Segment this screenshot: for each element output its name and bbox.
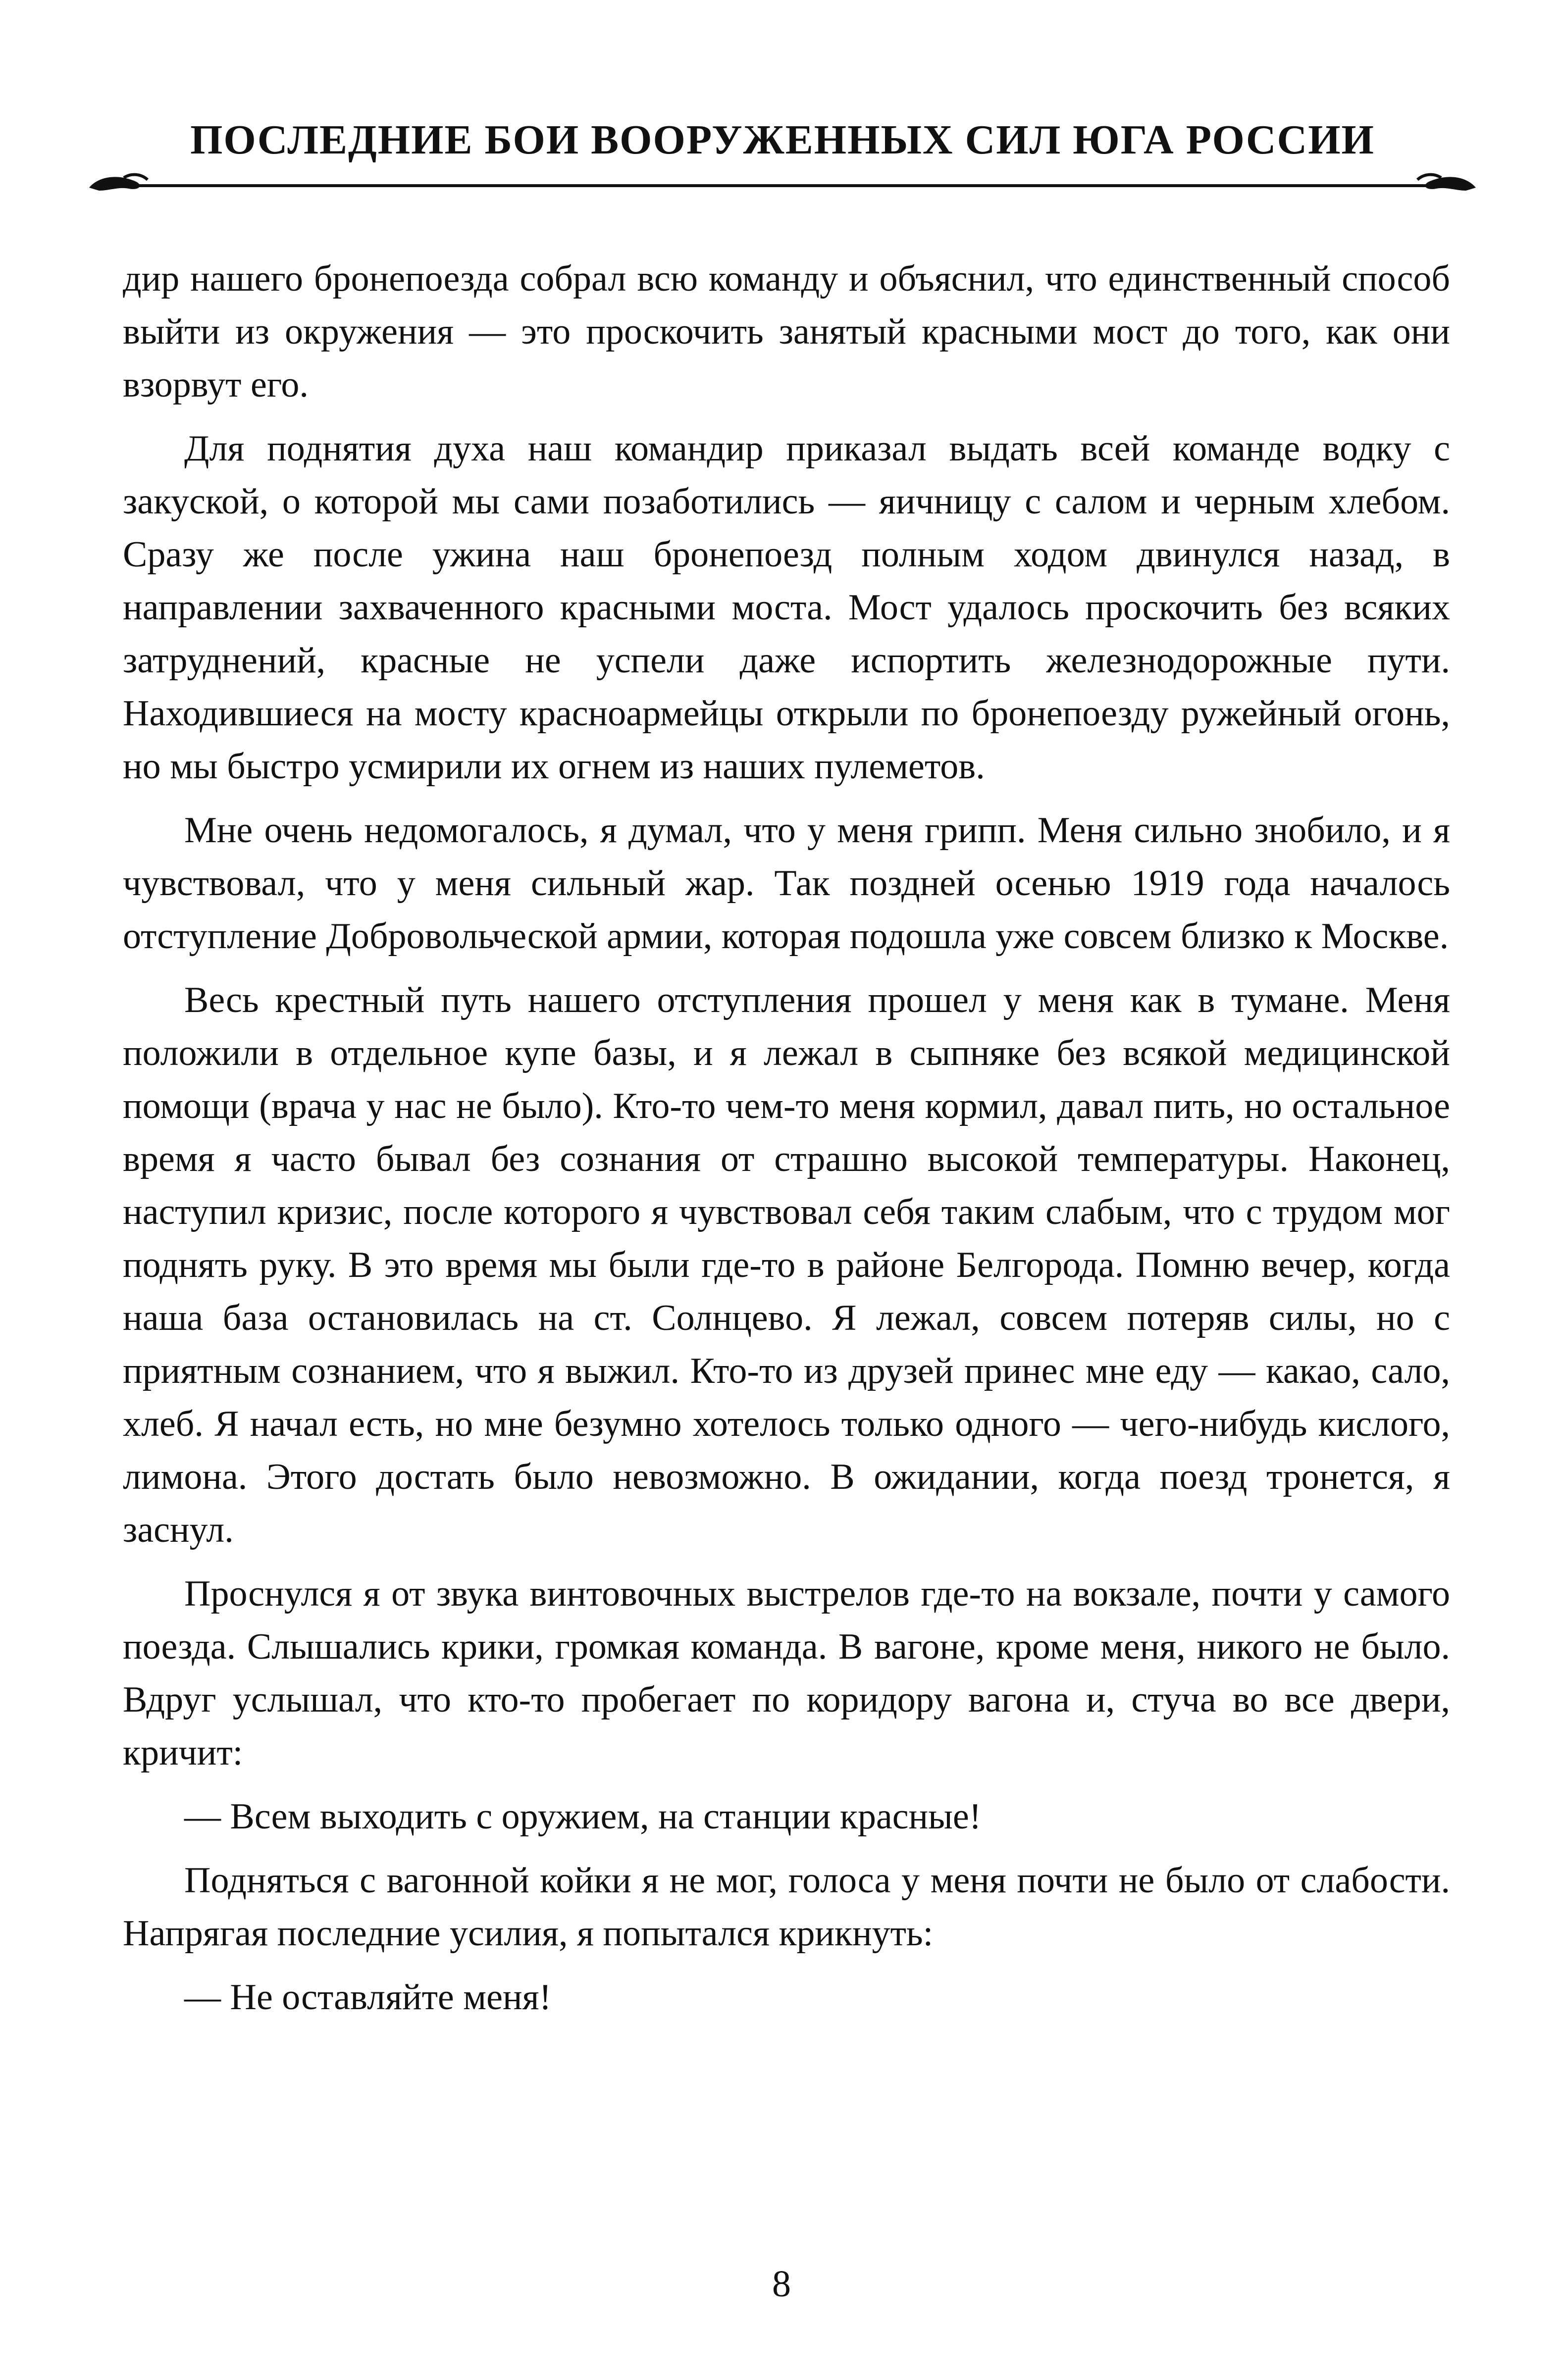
paragraph: Подняться с вагонной койки я не мог, голоса у меня почти не было от слабости. Напрягая последние усилия, я попытался крикнуть:	[123, 1860, 1450, 1954]
page-number: 8	[772, 2263, 791, 2305]
header-ornament-rule	[89, 171, 1476, 193]
page-body-text	[123, 253, 1450, 2035]
paragraph: дир нашего бронепоезда собрал всю команду и объяснил, что единственный способ выйти из окружения — это проскочить занятый красными мост до того, как они взорвут его.	[123, 258, 1450, 405]
left-flourish-icon	[89, 175, 148, 191]
paragraph: Весь крестный путь нашего отступления прошел у меня как в тумане. Меня положили в отдельное купе базы, и я лежал в сыпняке без всякой медицинской помощи (врача у нас не было). Кто-то чем-то меня кормил, давал пить, но остальное время я часто бывал без сознания от страшно высокой температуры. Наконец, наступил кризис, после которого я чувствовал себя таким слабым, что с трудом мог поднять руку. В это время мы были где-то в районе Белгорода. Помню вечер, когда наша база остановилась на ст. Солнцево. Я лежал, совсем потеряв силы, но с приятным сознанием, что я выжил. Кто-то из друзей принес мне еду — какао, сало, хлеб. Я начал есть, но мне безумно хотелось только одного — чего-нибудь кислого, лимона. Этого достать было невозможно. В ожидании, когда поезд тронется, я заснул.	[123, 980, 1450, 1550]
dialogue-line: — Не оставляйте меня!	[184, 1977, 552, 2018]
running-header	[89, 97, 1476, 191]
paragraph: Для поднятия духа наш командир приказал выдать всей команде водку с закуской, о которой мы сами позаботились — яичницу с салом и черным хлебом. Сразу же после ужина наш бронепоезд полным ходом двинулся назад, в направлении захваченного красными моста. Мост удалось проскочить без всяких затруднений, красные не успели даже испортить железнодорожные пути. Находившиеся на мосту красноармейцы открыли по бронепоезду ружейный огонь, но мы быстро усмирили их огнем из наших пулеметов.	[123, 428, 1450, 787]
dialogue-line: — Всем выходить с оружием, на станции красные!	[184, 1796, 982, 1837]
running-header-title: ПОСЛЕДНИЕ БОИ ВООРУЖЕННЫХ СИЛ ЮГА РОССИИ	[190, 117, 1375, 163]
right-flourish-icon	[1417, 175, 1476, 191]
paragraph: Проснулся я от звука винтовочных выстрелов где-то на вокзале, почти у самого поезда. Слышались крики, громкая команда. В вагоне, кроме меня, никого не было. Вдруг услышал, что кто-то пробегает по коридору вагона и, стуча во все двери, кричит:	[123, 1573, 1450, 1773]
paragraph: Мне очень недомогалось, я думал, что у меня грипп. Меня сильно знобило, и я чувствовал, что у меня сильный жар. Так поздней осенью 1919 года началось отступление Добровольческой армии, которая подошла уже совсем близко к Москве.	[123, 810, 1450, 957]
